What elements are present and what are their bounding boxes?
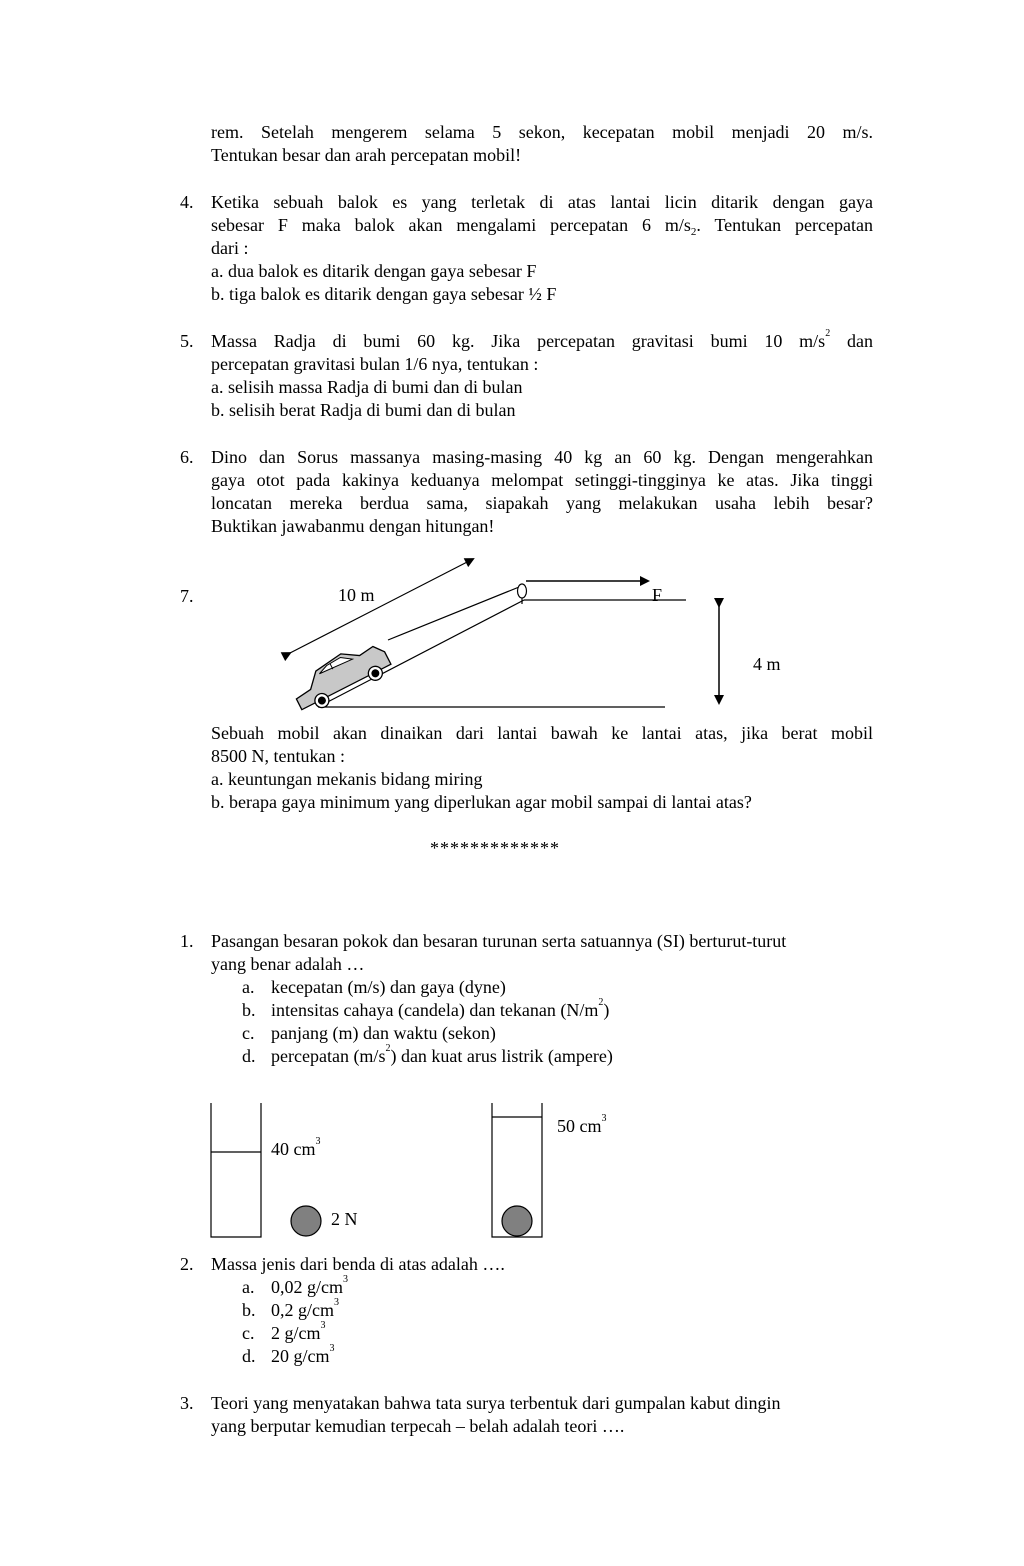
mc2-number: 2. [180, 1254, 194, 1274]
force-label: F [652, 585, 663, 605]
mc2-option-b-sup: 3 [334, 1297, 339, 1308]
q5-line1-b: dan [830, 331, 873, 351]
mc1-line1: Pasangan besaran pokok dan besaran turunan serta satuannya (SI) berturut-turut [211, 931, 787, 951]
q4-line1: Ketika sebuah balok es yang terletak di atas lantai licin ditarik dengan gaya [211, 192, 873, 212]
volume-right-text: 50 cm [557, 1116, 602, 1136]
weight-label: 2 N [331, 1209, 358, 1229]
q6-line3: loncatan mereka berdua sama, siapakah yang melakukan usaha lebih besar? [211, 493, 873, 513]
mc2-option-a-sup: 3 [343, 1274, 348, 1285]
stone-ball-icon [291, 1206, 321, 1236]
mc2-option-a [271, 1276, 348, 1299]
q5-option-a: a. selisih massa Radja di bumi dan di bulan [211, 377, 523, 397]
mc2-option-c-label: c. [242, 1323, 255, 1343]
mc1-option-d-sup: 2 [385, 1043, 391, 1054]
volume-left-text: 40 cm [271, 1139, 316, 1159]
volume-label-right [557, 1115, 607, 1138]
mc1-option-b-sup: 2 [598, 997, 604, 1008]
mc2-option-a-label: a. [242, 1277, 255, 1297]
q5-line2: percepatan gravitasi bulan 1/6 nya, tentukan : [211, 354, 539, 374]
q3-text-line1: rem. Setelah mengerem selama 5 sekon, kecepatan mobil menjadi 20 m/s. [211, 122, 873, 142]
q4-number: 4. [180, 192, 194, 212]
volume-right-sup: 3 [601, 1113, 607, 1124]
mc2-option-c-sup: 3 [320, 1320, 326, 1331]
mc1-option-b-text: intensitas cahaya (candela) dan tekanan (N/m [271, 1000, 599, 1020]
mc2-line1: Massa jenis dari benda di atas adalah …. [211, 1254, 505, 1274]
mc1-option-d-after: ) dan kuat arus listrik (ampere) [390, 1046, 613, 1066]
mc2-option-c-text: 2 g/cm [271, 1323, 321, 1343]
q4-line2-sub: 2 [690, 226, 697, 238]
length-label: 10 m [338, 585, 375, 605]
q4-line2-b: . Tentukan percepatan [696, 215, 873, 235]
mc1-option-a-text: kecepatan (m/s) dan gaya (dyne) [271, 977, 506, 997]
q4-line2-a: sebesar F maka balok akan mengalami percepatan 6 m/s [211, 215, 691, 235]
q4-line3: dari : [211, 238, 249, 258]
q5-line1-a: Massa Radja di bumi 60 kg. Jika percepatan gravitasi bumi 10 m/s [211, 331, 826, 351]
q4-option-a: a. dua balok es ditarik dengan gaya sebesar F [211, 261, 537, 281]
q7-number: 7. [180, 586, 194, 606]
mc2-option-d [271, 1345, 335, 1368]
q7-line1: Sebuah mobil akan dinaikan dari lantai bawah ke lantai atas, jika berat mobil [211, 723, 873, 743]
q3-text-line2: Tentukan besar dan arah percepatan mobil! [211, 145, 522, 165]
volume-left-sup: 3 [315, 1136, 321, 1147]
mc2-option-d-sup: 3 [329, 1343, 335, 1354]
volume-label-left [271, 1138, 321, 1161]
q7-option-a: a. keuntungan mekanis bidang miring [211, 769, 483, 789]
mc1-option-b-after: ) [603, 1000, 610, 1020]
mc1-line2: yang benar adalah … [211, 954, 365, 974]
mc2-option-d-text: 20 g/cm [271, 1346, 330, 1366]
q6-line2: gaya otot pada kakinya keduanya melompat setinggi-tingginya ke atas. Jika tinggi [211, 470, 873, 490]
q4-option-b: b. tiga balok es ditarik dengan gaya sebesar ½ F [211, 284, 557, 304]
q7-option-b: b. berapa gaya minimum yang diperlukan agar mobil sampai di lantai atas? [211, 792, 752, 812]
q6-number: 6. [180, 447, 194, 467]
q5-option-b: b. selisih berat Radja di bumi dan di bulan [211, 400, 516, 420]
mc3-line1: Teori yang menyatakan bahwa tata surya terbentuk dari gumpalan kabut dingin [211, 1393, 781, 1413]
mc2-option-b [271, 1299, 339, 1322]
mc2-option-d-label: d. [242, 1346, 256, 1366]
mc2-option-b-text: 0,2 g/cm [271, 1300, 334, 1320]
mc2-option-b-label: b. [242, 1300, 256, 1320]
mc2-option-a-text: 0,02 g/cm [271, 1277, 343, 1297]
mc1-option-a-label: a. [242, 977, 255, 997]
mc3-line2: yang berputar kemudian terpecah – belah adalah teori …. [211, 1416, 625, 1436]
q5-number: 5. [180, 331, 194, 351]
q6-line4: Buktikan jawabanmu dengan hitungan! [211, 516, 495, 536]
mc2-option-c [271, 1322, 326, 1345]
stone-in-cylinder-icon [502, 1206, 532, 1236]
mc1-option-b-label: b. [242, 1000, 256, 1020]
mc1-option-c-text: panjang (m) dan waktu (sekon) [271, 1023, 496, 1043]
mc1-number: 1. [180, 931, 194, 951]
q7-line2: 8500 N, tentukan : [211, 746, 345, 766]
mc1-option-d-label: d. [242, 1046, 256, 1066]
q5-line1-sup: 2 [825, 328, 831, 339]
q6-line1: Dino dan Sorus massanya masing-masing 40 kg an 60 kg. Dengan mengerahkan [211, 447, 873, 467]
mc1-option-d-text: percepatan (m/s [271, 1046, 386, 1066]
mc1-option-c-label: c. [242, 1023, 255, 1043]
separator-stars: ************* [430, 838, 560, 858]
height-label: 4 m [753, 654, 781, 674]
cylinder-left [211, 1103, 261, 1237]
mc3-number: 3. [180, 1393, 194, 1413]
